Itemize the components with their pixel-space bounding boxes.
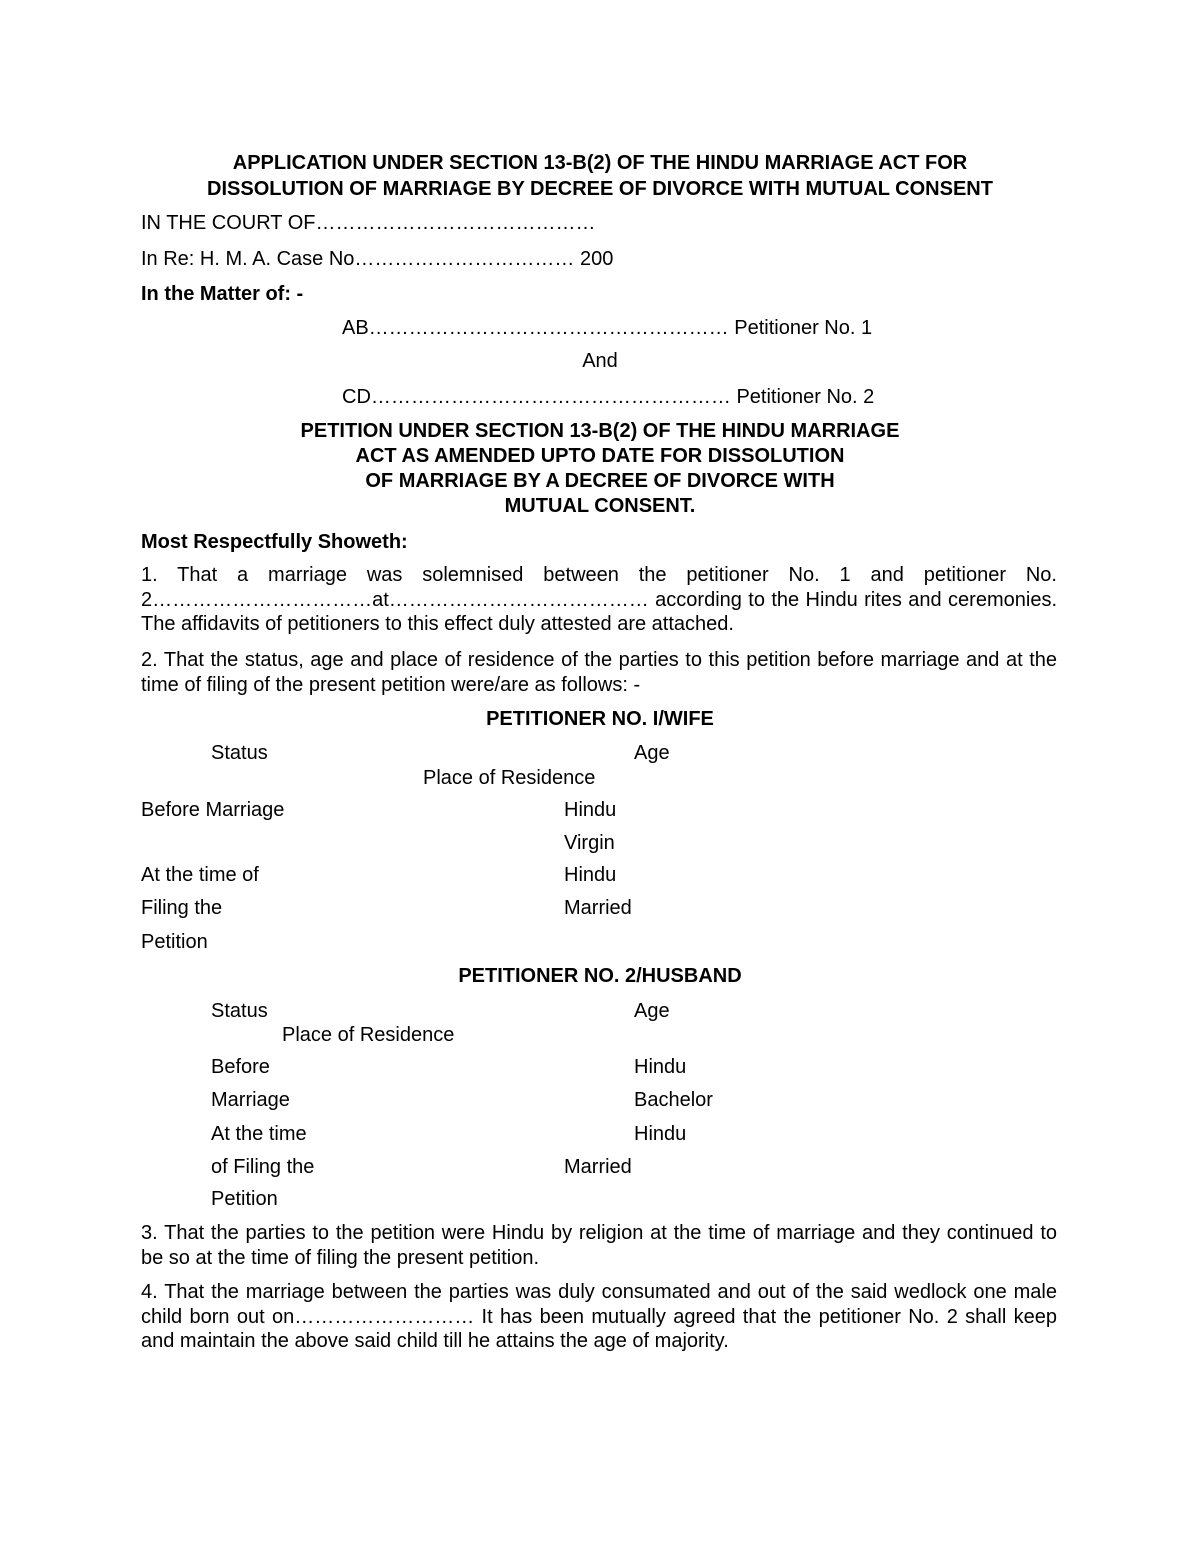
husband-status-header: Status — [211, 1000, 268, 1022]
wife-status-header: Status — [211, 742, 268, 764]
husband-residence-header: Place of Residence — [282, 1024, 455, 1046]
wife-filing-label-2: Filing the — [141, 897, 223, 919]
and-connector: And — [582, 350, 618, 372]
husband-filing-status: Married — [564, 1156, 632, 1178]
petition-heading-line-2: ACT AS AMENDED UPTO DATE FOR DISSOLUTION — [355, 445, 845, 467]
petition-heading-line-4: MUTUAL CONSENT. — [504, 495, 696, 517]
wife-section-heading: PETITIONER NO. I/WIFE — [486, 708, 714, 730]
petitioner-1-line: AB……………………………………………… Petitioner No. 1 — [342, 317, 873, 339]
petition-heading-line-1: PETITION UNDER SECTION 13-B(2) OF THE HINDU MARRIAGE — [300, 420, 900, 442]
husband-before-religion: Hindu — [634, 1056, 687, 1078]
paragraph-2: 2. That the status, age and place of residence of the parties to this petition before marriage and at the time of filing of the present petition were/are as follows: - — [141, 649, 1057, 696]
matter-heading: In the Matter of: - — [141, 283, 304, 305]
case-number-line: In Re: H. M. A. Case No…………………………… 200 — [141, 248, 614, 270]
paragraph-1: 1. That a marriage was solemnised between the petitioner No. 1 and petitioner No. 2……………………………at………………………………… according to the Hindu rites and ceremonies. The affidavits of petitioners to this effect duly attested are attached. — [141, 564, 1057, 635]
wife-filing-label-3: Petition — [141, 931, 208, 953]
husband-before-label-1: Before — [211, 1056, 270, 1078]
wife-before-status: Virgin — [564, 832, 615, 854]
wife-before-marriage-label: Before Marriage — [141, 799, 285, 821]
petitioner-2-line: CD……………………………………………… Petitioner No. 2 — [342, 386, 875, 408]
wife-residence-header: Place of Residence — [423, 767, 596, 789]
husband-age-header: Age — [634, 1000, 670, 1022]
husband-before-status: Bachelor — [634, 1089, 713, 1111]
document-title-line-2: DISSOLUTION OF MARRIAGE BY DECREE OF DIVORCE WITH MUTUAL CONSENT — [207, 178, 993, 200]
husband-filing-label-1: At the time — [211, 1123, 307, 1145]
paragraph-4: 4. That the marriage between the parties was duly consumated and out of the said wedlock one male child born out on……………………… It has been mutually agreed that the petitioner No. 2 shall keep and maintain the above said child till he attains the age of majority. — [141, 1281, 1057, 1352]
paragraph-3: 3. That the parties to the petition were Hindu by religion at the time of marriage and they continued to be so at the time of filing the present petition. — [141, 1222, 1057, 1269]
wife-filing-label-1: At the time of — [141, 864, 259, 886]
husband-filing-label-3: Petition — [211, 1188, 278, 1210]
husband-section-heading: PETITIONER NO. 2/HUSBAND — [458, 965, 742, 987]
showeth-heading: Most Respectfully Showeth: — [141, 531, 408, 553]
wife-filing-religion: Hindu — [564, 864, 617, 886]
wife-before-religion: Hindu — [564, 799, 617, 821]
court-line: IN THE COURT OF…………………………………… — [141, 212, 596, 234]
wife-age-header: Age — [634, 742, 670, 764]
husband-filing-label-2: of Filing the — [211, 1156, 315, 1178]
husband-before-label-2: Marriage — [211, 1089, 290, 1111]
husband-filing-religion: Hindu — [634, 1123, 687, 1145]
document-title-line-1: APPLICATION UNDER SECTION 13-B(2) OF THE HINDU MARRIAGE ACT FOR — [232, 152, 968, 174]
wife-filing-status: Married — [564, 897, 632, 919]
petition-heading-line-3: OF MARRIAGE BY A DECREE OF DIVORCE WITH — [365, 470, 835, 492]
